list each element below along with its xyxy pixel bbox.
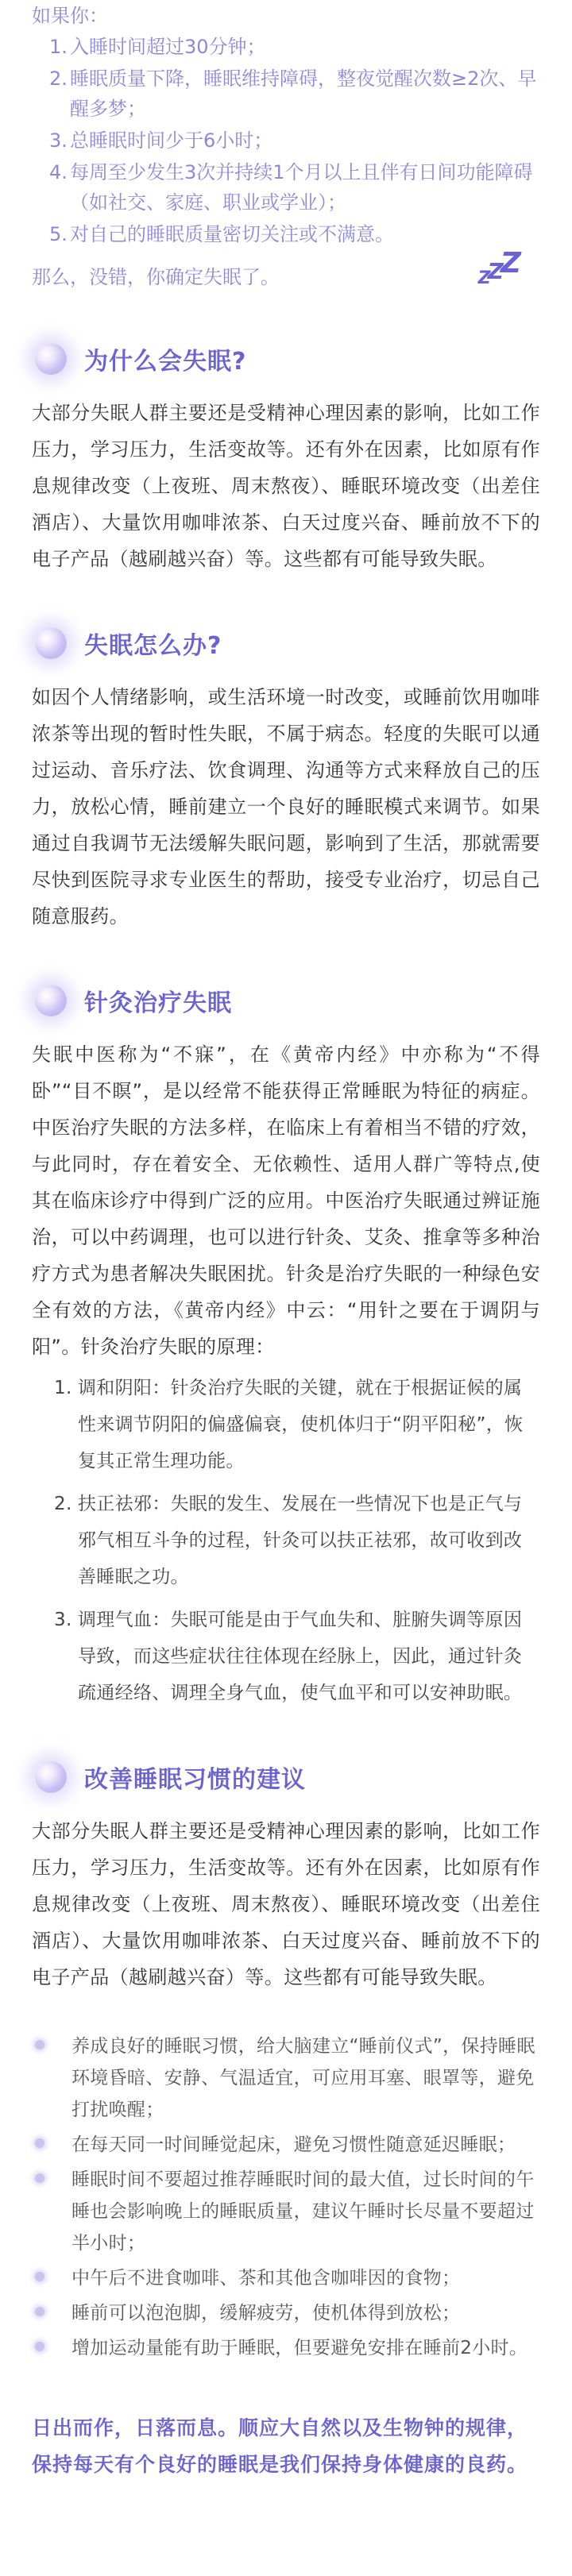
bubble-icon [35,627,67,659]
condition-item: 对自己的睡眠质量密切关注或不满意。 [70,223,394,245]
tip-item [32,2262,540,2294]
tip-item [32,2332,540,2364]
section-habits [32,1753,540,2364]
tip-text: 增加运动量能有助于睡眠，但要避免安排在睡前2小时。 [72,2338,528,2358]
principle-item: 调理气血：失眠可能是由于气血失和、脏腑失调等原因导致，而这些症状往往体现在经脉上，因此，通过针灸疏通经络、调理全身气血，使气血平和可以安神助眠。 [78,1610,523,1703]
tip-item [32,2129,540,2161]
condition-item: 每周至少发生3次并持续1个月以上且伴有日间功能障碍（如社交、家庭、职业或学业）； [70,161,533,214]
condition-list [32,32,540,249]
tip-text: 睡前可以泡泡脚，缓解疲劳，使机体得到放松； [72,2303,461,2323]
section-title: 针灸治疗失眠 [84,989,232,1017]
section-body: 大部分失眠人群主要还是受精神心理因素的影响，比如工作压力，学习压力，生活变故等。还有外在因素，比如原有作息规律改变（上夜班、周末熬夜）、睡眠环境改变（出差住酒店）、大量饮用咖啡浓茶、白天过度兴奋、睡前放不下的电子产品（越刷越兴奋）等。这些都有可能导致失眠。 [32,402,540,570]
condition-item: 总睡眠时间少于6小时； [70,129,273,152]
tip-item [32,2297,540,2329]
section-body: 大部分失眠人群主要还是受精神心理因素的影响，比如工作压力，学习压力，生活变故等。还有外在因素，比如原有作息规律改变（上夜班、周末熬夜）、睡眠环境改变（出差住酒店）、大量饮用咖啡浓茶、白天过度兴奋、睡前放不下的电子产品（越刷越兴奋）等。这些都有可能导致失眠。 [32,1820,540,1988]
bullet-dot-icon [35,2307,44,2316]
sleep-zzz-icon: ZZZ [477,247,518,288]
tip-text: 在每天同一时间睡觉起床，避免习惯性随意延迟睡眠； [72,2134,516,2155]
bubble-icon [35,343,67,375]
principle-list [32,1370,540,1711]
bubble-icon [35,1761,67,1793]
bubble-icon [35,985,67,1016]
closing-line: 日出而作，日落而息。顺应大自然以及生物钟的规律， [32,2416,528,2439]
closing-line: 保持每天有个良好的睡眠是我们保持身体健康的良药。 [32,2453,528,2476]
section-what-to-do [32,619,540,935]
intro-label: 如果你： [32,5,108,27]
tip-text: 养成良好的睡眠习惯，给大脑建立“睡前仪式”，保持睡眠环境昏暗、安静、气温适宜，可应用耳塞、眼罩等，避免打扰唤醒； [72,2036,535,2120]
section-acupuncture [32,976,540,1711]
bullet-dot-icon [35,2040,44,2050]
section-title: 改善睡眠习惯的建议 [84,1766,306,1794]
condition-item: 睡眠质量下降，睡眠维持障碍，整夜觉醒次数≥2次、早醒多梦； [70,67,537,120]
tip-item [32,2030,540,2126]
tips-list [32,2030,540,2364]
section-why [32,334,540,577]
section-heading [32,976,540,1025]
section-title: 失眠怎么办? [84,632,222,660]
principle-item: 调和阴阳：针灸治疗失眠的关键，就在于根据证候的属性来调节阴阳的偏盛偏衰，使机体归于“阴平阳秘”，恢复其正常生理功能。 [78,1378,524,1471]
bullet-dot-icon [35,2272,44,2281]
tip-item [32,2164,540,2259]
bullet-dot-icon [35,2342,44,2351]
bullet-dot-icon [35,2173,44,2183]
intro-conclusion-row [32,247,540,293]
section-heading [32,1753,540,1802]
section-body: 失眠中医称为“不寐”，在《黄帝内经》中亦称为“不得卧”“目不瞑”，是以经常不能获得正常睡眠为特征的病症。中医治疗失眠的方法多样，在临床上有着相当不错的疗效，与此同时，存在着安全、无依赖性、适用人群广等特点,使其在临床诊疗中得到广泛的应用。中医治疗失眠通过辨证施治，可以中药调理，也可以进行针灸、艾灸、推拿等多种治疗方式为患者解决失眠困扰。针灸是治疗失眠的一种绿色安全有效的方法，《黄帝内经》中云：“用针之要在于调阴与阳”。针灸治疗失眠的原理： [32,1043,540,1358]
closing-block [32,2410,540,2515]
intro-conclusion: 那么，没错，你确定失眠了。 [32,265,280,288]
tip-text: 睡眠时间不要超过推荐睡眠时间的最大值，过长时间的午睡也会影响晚上的睡眠质量，建议午睡时长尽量不要超过半小时； [72,2169,535,2254]
intro-block [32,0,540,293]
section-heading [32,619,540,668]
bullet-dot-icon [35,2138,44,2148]
section-heading [32,334,540,384]
condition-item: 入睡时间超过30分钟； [70,36,266,58]
principle-item: 扶正祛邪：失眠的发生、发展在一些情况下也是正气与邪气相互斗争的过程，针灸可以扶正祛邪，故可收到改善睡眠之功。 [78,1494,523,1587]
tip-text: 中午后不进食咖啡、茶和其他含咖啡因的食物； [72,2268,461,2289]
section-body: 如因个人情绪影响，或生活环境一时改变，或睡前饮用咖啡浓茶等出现的暂时性失眠，不属于病态。轻度的失眠可以通过运动、音乐疗法、饮食调理、沟通等方式来释放自己的压力，放松心情，睡前建立一个良好的睡眠模式来调节。如果通过自我调节无法缓解失眠问题，影响到了生活，那就需要尽快到医院寻求专业医生的帮助，接受专业治疗，切忌自己随意服药。 [32,686,540,927]
section-title: 为什么会失眠? [84,348,247,376]
